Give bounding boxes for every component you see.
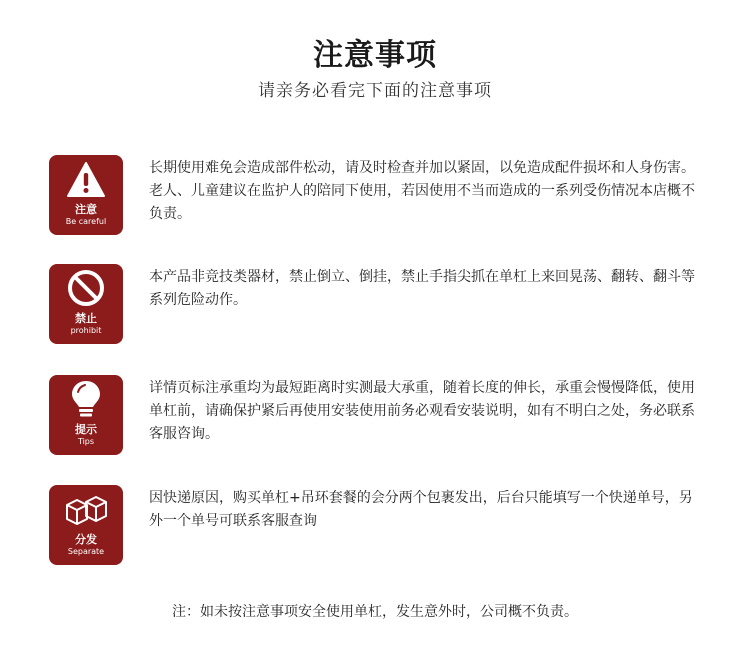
- notice-tips: [49, 375, 699, 455]
- disclaimer-footnote: 注：如未按注意事项安全使用单杠，发生意外时，公司概不负责。: [172, 604, 578, 620]
- page-title: 注意事项: [313, 38, 437, 73]
- notice-caution: [49, 155, 699, 235]
- notice-text: 因快递原因，购买单杠+吊环套餐的会分两个包裹发出，后台只能填写一个快递单号，另外一个单号可联系客服查询: [149, 490, 693, 529]
- caution-badge: [49, 155, 123, 235]
- notice-text: 详情页标注承重均为最短距离时实测最大承重，随着长度的伸长，承重会慢慢降低，使用单杠前，请确保护紧后再使用安装使用前务必观看安装说明，如有不明白之处，务必联系客服咨询。: [149, 380, 695, 442]
- prohibit-icon: [66, 268, 106, 308]
- badge-label-cn: 分发: [75, 533, 97, 546]
- badge-label-en: prohibit: [70, 326, 102, 335]
- separate-badge: [49, 485, 123, 565]
- page-subtitle: 请亲务必看完下面的注意事项: [258, 81, 492, 101]
- badge-label-en: Be careful: [65, 217, 107, 226]
- badge-label-en: Separate: [67, 547, 105, 556]
- package-boxes-icon: [64, 493, 108, 529]
- notice-prohibit: [49, 264, 699, 344]
- warning-icon: [66, 161, 106, 199]
- badge-label-cn: 注意: [75, 203, 97, 216]
- notice-text: 本产品非竞技类器材，禁止倒立、倒挂，禁止手指尖抓在单杠上来回晃荡、翻转、翻斗等系列危险动作。: [149, 269, 695, 308]
- badge-label-cn: 禁止: [75, 312, 97, 325]
- prohibit-badge: [49, 264, 123, 344]
- tips-badge: [49, 375, 123, 455]
- badge-label-en: Tips: [77, 437, 95, 446]
- notice-separate: [49, 485, 699, 565]
- notice-text: 长期使用难免会造成部件松动，请及时检查并加以紧固，以免造成配件损坏和人身伤害。老人、儿童建议在监护人的陪同下使用，若因使用不当而造成的一系列受伤情况本店概不负责。: [149, 160, 695, 222]
- badge-label-cn: 提示: [75, 423, 97, 436]
- lightbulb-icon: [66, 378, 106, 420]
